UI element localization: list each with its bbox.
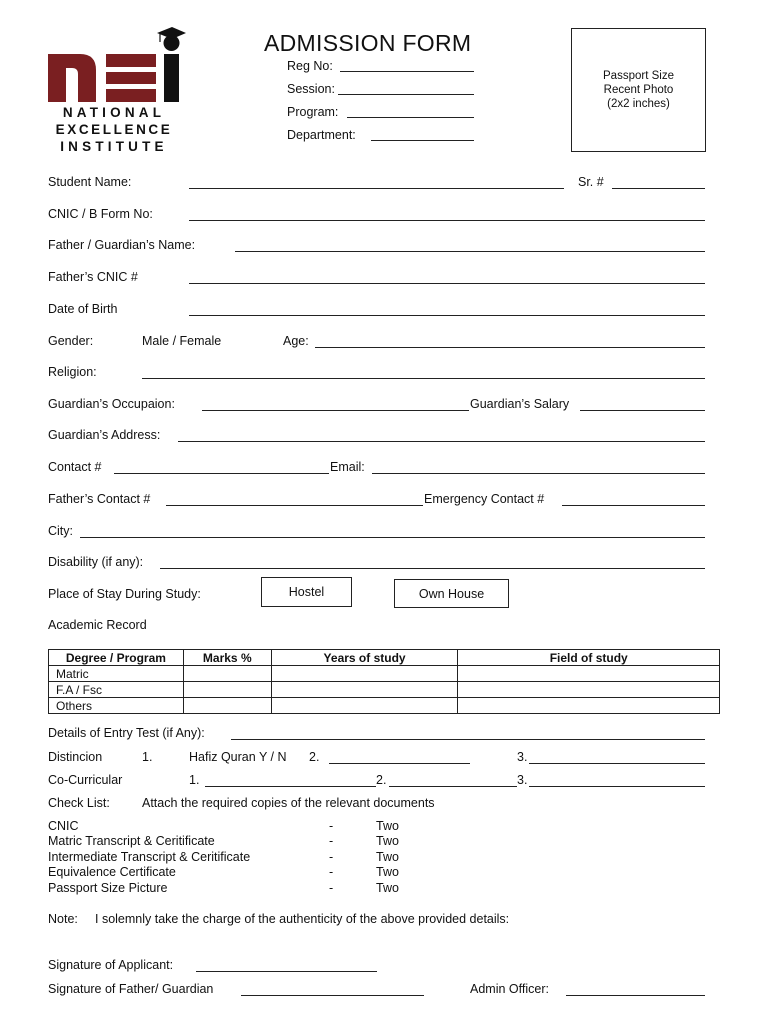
checklist-dash: - [329,819,334,833]
sig-applicant-label: Signature of Applicant: [48,958,174,972]
cocurricular-field-3[interactable] [529,786,705,787]
session-label: Session: [287,82,335,96]
photo-box[interactable] [571,28,706,152]
program-field[interactable] [347,117,474,118]
student-name-label: Student Name: [48,175,132,189]
checklist-copies: Two [376,881,399,895]
cocurricular-label: Co-Curricular [48,773,123,787]
father-cnic-label: Father’s CNIC # [48,270,138,284]
sig-applicant-field[interactable] [196,971,377,972]
cocurricular-number-3: 3. [517,773,528,787]
degree-cell: Matric [49,666,184,682]
field-cell[interactable] [458,698,720,714]
reg-no-field[interactable] [340,71,474,72]
checklist-instruction: Attach the required copies of the relevant documents [142,796,435,810]
checklist-copies: Two [376,819,399,833]
gender-label: Gender: [48,334,94,348]
stay-label: Place of Stay During Study: [48,587,201,601]
note-text: I solemnly take the charge of the authenticity of the above provided details: [95,912,510,926]
checklist-dash: - [329,834,334,848]
distinction-field-3[interactable] [529,763,705,764]
religion-label: Religion: [48,365,97,379]
father-contact-field[interactable] [166,505,423,506]
religion-field[interactable] [142,378,705,379]
checklist-dash: - [329,881,334,895]
occupation-label: Guardian’s Occupaion: [48,397,175,411]
checklist-doc: Intermediate Transcript & Ceritificate [48,850,251,864]
age-label: Age: [283,334,309,348]
cocurricular-number-1: 1. [189,773,200,787]
father-name-field[interactable] [235,251,705,252]
contact-field[interactable] [114,473,329,474]
sig-father-label: Signature of Father/ Guardian [48,982,214,996]
marks-cell[interactable] [183,666,271,682]
marks-cell[interactable] [183,698,271,714]
dob-field[interactable] [189,315,705,316]
address-label: Guardian’s Address: [48,428,161,442]
cocurricular-field-2[interactable] [389,786,517,787]
field-cell[interactable] [458,666,720,682]
session-field[interactable] [338,94,474,95]
age-field[interactable] [315,347,705,348]
father-cnic-field[interactable] [189,283,705,284]
logo-line-1: NATIONAL [62,105,166,120]
distinction-number-1: 1. [142,750,153,764]
checklist-doc: Matric Transcript & Ceritificate [48,834,215,848]
checklist-dash: - [329,850,334,864]
checklist-copies: Two [376,834,399,848]
marks-cell[interactable] [183,682,271,698]
address-field[interactable] [178,441,705,442]
academic-heading: Academic Record [48,618,147,632]
sr-label: Sr. # [578,175,604,189]
table-row [49,682,720,698]
dob-label: Date of Birth [48,302,118,316]
admin-officer-field[interactable] [566,995,705,996]
emergency-contact-field[interactable] [562,505,705,506]
email-field[interactable] [372,473,705,474]
email-label: Email: [330,460,365,474]
checklist-label: Check List: [48,796,110,810]
checklist-copies: Two [376,865,399,879]
salary-field[interactable] [580,410,705,411]
table-row [49,666,720,682]
father-name-label: Father / Guardian’s Name: [48,238,196,252]
degree-cell: F.A / Fsc [49,682,184,698]
hafiz-label[interactable]: Hafiz Quran Y / N [189,750,287,764]
disability-field[interactable] [160,568,705,569]
institute-logo-mark [46,26,186,104]
entry-test-label: Details of Entry Test (if Any): [48,726,205,740]
own-house-option[interactable] [394,579,509,608]
department-label: Department: [287,128,356,142]
hostel-label: Hostel [288,585,325,599]
distinction-number-2: 2. [309,750,320,764]
checklist-doc: Equivalence Certificate [48,865,176,879]
salary-label: Guardian’s Salary [470,397,570,411]
column-header: Marks % [183,650,271,666]
field-cell[interactable] [458,682,720,698]
photo-line-3: (2x2 inches) [607,98,670,110]
years-cell[interactable] [271,666,458,682]
emergency-contact-label: Emergency Contact # [424,492,545,506]
years-cell[interactable] [271,682,458,698]
degree-cell: Others [49,698,184,714]
photo-line-2: Recent Photo [603,84,674,96]
sig-father-field[interactable] [241,995,424,996]
cocurricular-number-2: 2. [376,773,387,787]
contact-label: Contact # [48,460,102,474]
years-cell[interactable] [271,698,458,714]
cnic-field[interactable] [189,220,705,221]
logo-line-3: INSTITUTE [60,139,168,154]
student-name-field[interactable] [189,188,564,189]
distinction-field-2[interactable] [329,763,470,764]
own-house-label: Own House [418,586,485,601]
form-title: ADMISSION FORM [264,30,472,56]
column-header: Field of study [458,650,720,666]
father-contact-label: Father’s Contact # [48,492,151,506]
checklist-copies: Two [376,850,399,864]
cnic-label: CNIC / B Form No: [48,207,153,221]
logo-line-2: EXCELLENCE [55,122,173,137]
sr-field[interactable] [612,188,705,189]
cocurricular-field-1[interactable] [205,786,376,787]
note-label: Note: [48,912,78,926]
checklist-doc: Passport Size Picture [48,881,168,895]
disability-label: Disability (if any): [48,555,144,569]
distinction-number-3: 3. [517,750,528,764]
column-header: Years of study [271,650,458,666]
checklist-dash: - [329,865,334,879]
program-label: Program: [287,105,339,119]
admin-officer-label: Admin Officer: [470,982,549,996]
city-field[interactable] [80,537,705,538]
entry-test-field[interactable] [231,739,705,740]
reg-no-label: Reg No: [287,59,333,73]
gender-options[interactable]: Male / Female [142,334,222,348]
photo-line-1: Passport Size [603,70,674,82]
department-field[interactable] [371,140,474,141]
academic-record-table [48,649,720,714]
table-header-row [49,650,720,666]
checklist-doc: CNIC [48,819,79,833]
occupation-field[interactable] [202,410,469,411]
hostel-option[interactable] [261,577,352,607]
table-row [49,698,720,714]
distinction-label: Distincion [48,750,103,764]
city-label: City: [48,524,73,538]
column-header: Degree / Program [49,650,184,666]
